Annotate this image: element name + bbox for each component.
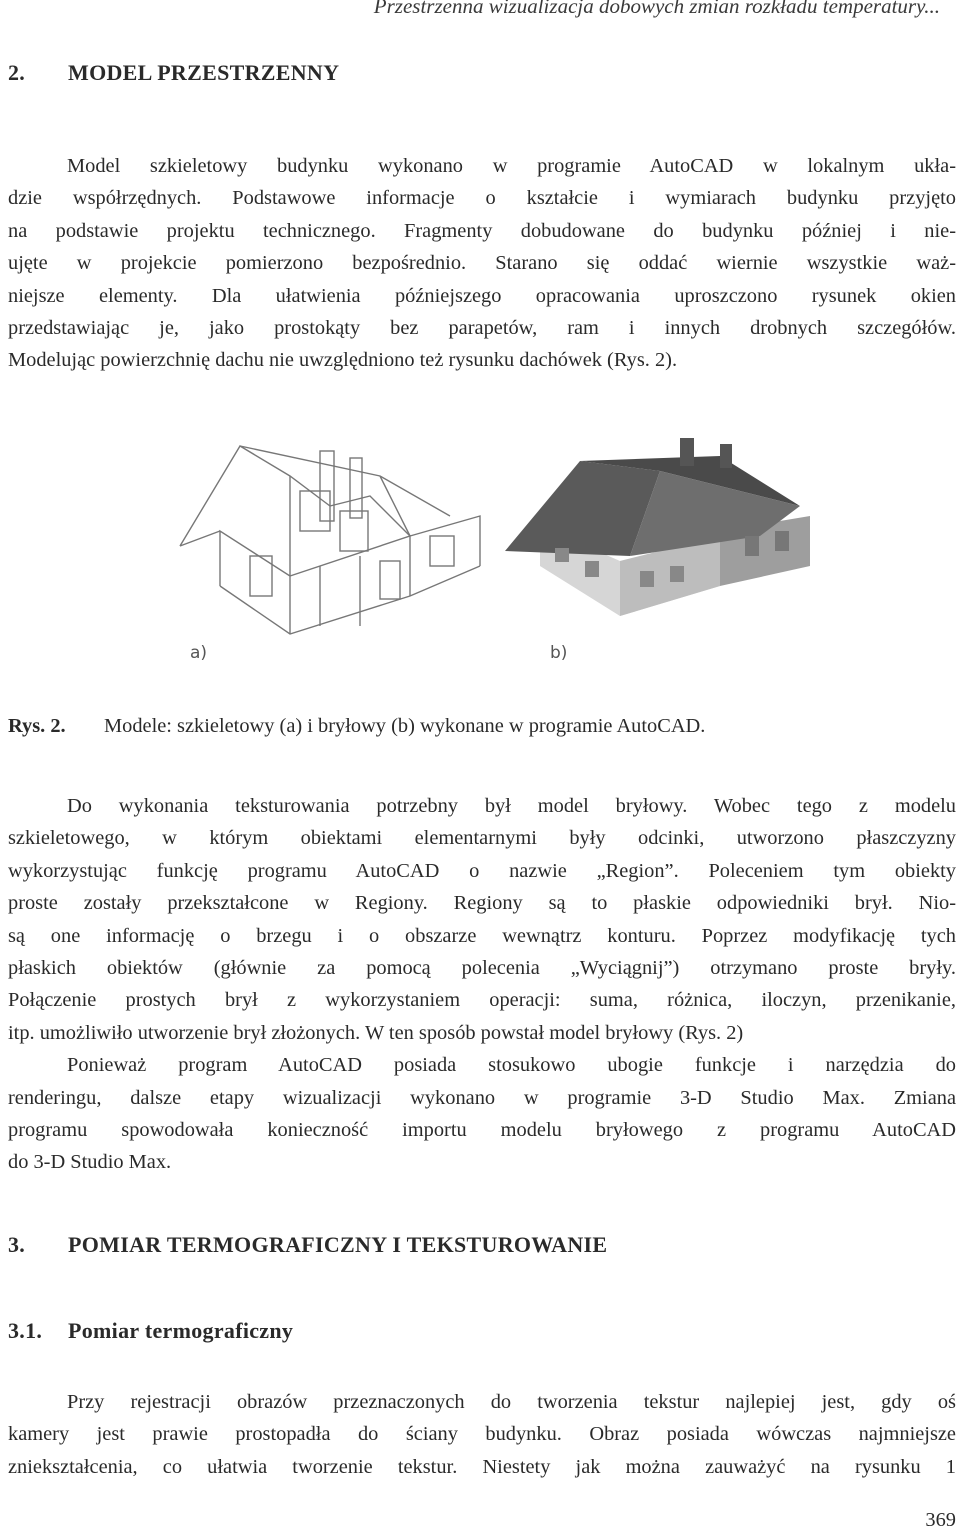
figure-label-b: b) — [550, 643, 568, 663]
text-line: itp. umożliwiło utworzenie brył złożonych. W ten sposób powstał model bryłowy (Rys. 2) — [8, 1021, 744, 1044]
text-line: dzie współrzędnych. Podstawowe informacje o kształcie i wymiarach budynku przyjęto — [8, 187, 956, 210]
section-title: MODEL PRZESTRZENNY — [68, 60, 340, 85]
text-line: kamery jest prawie prostopadła do ściany budynku. Obraz posiada wówczas najmniejsze — [8, 1423, 956, 1446]
wireframe-house-model — [180, 446, 480, 634]
section-number: 3. — [8, 1232, 26, 1257]
text-line: szkieletowego, w którym obiektami elementarnymi były odcinki, utworzono płaszczyzny — [8, 827, 956, 850]
caption-text: Modele: szkieletowy (a) i bryłowy (b) wykonane w programie AutoCAD. — [104, 715, 706, 737]
text-line: Połączenie prostych brył z wykorzystaniem operacji: suma, różnica, iloczyn, przenikanie, — [8, 989, 956, 1012]
text-line: Przy rejestracji obrazów przeznaczonych do tworzenia tekstur najlepiej jest, gdy oś — [67, 1391, 956, 1413]
text-line: Modelując powierzchnię dachu nie uwzględniono też rysunku dachówek (Rys. 2). — [8, 349, 678, 372]
section-number: 2. — [8, 60, 26, 85]
text-line: ujęte w projekcie pomierzono bezpośrednio. Starano się oddać wiernie wszystkie waż- — [8, 252, 956, 275]
section-3-1-heading — [8, 1318, 293, 1344]
section-number: 3.1. — [8, 1318, 43, 1343]
section-title: Pomiar termograficzny — [68, 1318, 294, 1343]
paragraph-4 — [8, 1386, 956, 1483]
section-2-heading — [8, 60, 339, 86]
text-line: niejsze elementy. Dla ułatwienia późniejszego opracowania uproszczono rysunek okien — [8, 284, 956, 307]
caption-label: Rys. 2. — [8, 715, 66, 737]
text-line: są one informację o brzegu i o obszarze wewnątrz konturu. Poprzez modyfikację tych — [8, 924, 956, 947]
paragraph-2 — [8, 790, 956, 1179]
text-line: Model szkieletowy budynku wykonano w programie AutoCAD w lokalnym ukła- — [67, 155, 956, 177]
text-line: płaskich obiektów (głównie za pomocą polecenia „Wyciągnij”) otrzymano proste bryły. — [8, 957, 956, 980]
text-line: programu spowodowała konieczność importu modelu bryłowego z programu AutoCAD — [8, 1119, 956, 1142]
figure-label-a: a) — [190, 643, 208, 663]
text-line: renderingu, dalsze etapy wizualizacji wykonano w programie 3-D Studio Max. Zmiana — [8, 1086, 956, 1109]
text-line: proste zostały przekształcone w Regiony. Regiony są to płaskie odpowiedniki brył. Nio- — [8, 892, 956, 915]
text-line: do 3-D Studio Max. — [8, 1151, 172, 1174]
solid-house-model — [505, 438, 810, 616]
section-3-heading — [8, 1232, 607, 1258]
text-line: wykorzystując funkcję programu AutoCAD o nazwie „Region”. Poleceniem tym obiekty — [8, 859, 956, 882]
text-line: na podstawie projektu technicznego. Fragmenty dobudowane do budynku później i nie- — [8, 219, 956, 242]
text-line: przedstawiając je, jako prostokąty bez parapetów, ram i innych drobnych szczegółów. — [8, 317, 956, 340]
text-line: zniekształcenia, co ułatwia tworzenie tekstur. Niestety jak można zauważyć na rysunku 1 — [8, 1455, 956, 1478]
section-title: POMIAR TERMOGRAFICZNY I TEKSTUROWANIE — [68, 1232, 608, 1257]
figure-caption — [8, 710, 705, 742]
paragraph-1 — [8, 150, 956, 377]
page-number: 369 — [925, 1509, 956, 1531]
figure-rys-2 — [160, 436, 960, 676]
text-line: Ponieważ program AutoCAD posiada stosukowo ubogie funkcje i narzędzia do — [67, 1054, 956, 1077]
text-line: Do wykonania teksturowania potrzebny był model bryłowy. Wobec tego z modelu — [67, 795, 956, 817]
running-head: Przestrzenna wizualizacja dobowych zmian rozkładu temperatury... — [373, 0, 940, 18]
